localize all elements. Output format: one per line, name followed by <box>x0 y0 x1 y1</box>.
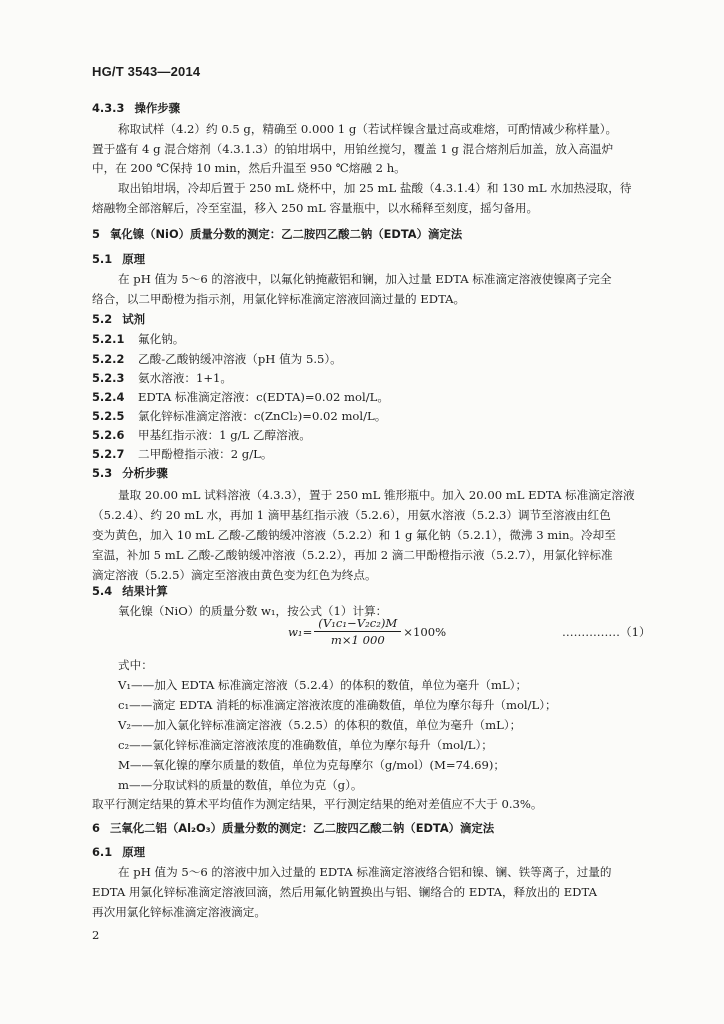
paragraph-line: 再次用氯化锌标准滴定溶液滴定。 <box>92 905 266 919</box>
reagent-text: 氨水溶液：1+1。 <box>138 371 233 385</box>
reagent-number: 5.2.5 <box>92 409 125 423</box>
paragraph-line: 变为黄色，加入 10 mL 乙酸-乙酸钠缓冲溶液（5.2.2）和 1 g 氟化钠（5.2.1），微沸 3 min。冷却至 <box>92 528 616 542</box>
formula-numerator: (V₁c₁−V₂c₂)M <box>314 616 401 632</box>
formula-fraction <box>314 616 401 647</box>
standard-code-header: HG/T 3543—2014 <box>92 64 201 79</box>
paragraph-line: 滴定溶液（5.2.5）滴定至溶液由黄色变为红色为终点。 <box>92 568 377 582</box>
paragraph-line: 络合，以二甲酚橙为指示剂，用氯化锌标准滴定溶液回滴过量的 EDTA。 <box>92 292 466 306</box>
heading-number: 5.4 <box>92 584 113 598</box>
reagent-item <box>92 447 272 461</box>
reagent-item <box>92 352 342 366</box>
paragraph-line: （5.2.4）、约 20 mL 水，再加 1 滴甲基红指示液（5.2.6），用氨水溶液（5.2.3）调节至溶液由红色 <box>92 508 611 522</box>
formula-rhs: ×100% <box>403 624 447 639</box>
heading-5-4 <box>92 584 168 598</box>
paragraph-line: EDTA 用氯化锌标准滴定溶液回滴，然后用氟化钠置换出与铝、镧络合的 EDTA，释放出的 EDTA <box>92 885 597 899</box>
heading-number: 6.1 <box>92 845 113 859</box>
heading-title: 操作步骤 <box>134 101 181 115</box>
reagent-item <box>92 371 232 385</box>
where-label: 式中： <box>118 658 153 672</box>
reagent-number: 5.2.6 <box>92 428 125 442</box>
variable-definition: c₂——氯化锌标准滴定溶液浓度的准确数值，单位为摩尔每升（mol/L）； <box>118 738 493 752</box>
heading-title: 结果计算 <box>122 584 168 598</box>
heading-title: 原理 <box>122 845 145 859</box>
heading-5-2 <box>92 312 145 326</box>
reagent-text: EDTA 标准滴定溶液：c(EDTA)=0.02 mol/L。 <box>138 390 389 404</box>
reagent-text: 甲基红指示液：1 g/L 乙醇溶液。 <box>138 428 311 442</box>
reagent-number: 5.2.4 <box>92 390 125 404</box>
heading-number: 5.1 <box>92 252 113 266</box>
paragraph-line: 称取试样（4.2）约 0.5 g，精确至 0.000 1 g（若试样镍含量过高或难熔，可酌情减少称样量）。 <box>118 122 618 136</box>
paragraph-line: 室温，补加 5 mL 乙酸-乙酸钠缓冲溶液（5.2.2），再加 2 滴二甲酚橙指示液（5.2.7），用氯化锌标准 <box>92 548 613 562</box>
heading-4-3-3 <box>92 101 180 115</box>
page-number: 2 <box>92 928 100 942</box>
section-5-heading <box>92 227 462 241</box>
heading-title: 试剂 <box>122 312 145 326</box>
section-number: 6 <box>92 821 100 835</box>
reagent-item <box>92 409 386 423</box>
reagent-number: 5.2.1 <box>92 332 125 346</box>
equation-number: ……………（1） <box>562 625 651 639</box>
reagent-text: 氟化钠。 <box>138 332 185 346</box>
heading-title: 原理 <box>122 252 145 266</box>
heading-5-1 <box>92 252 145 266</box>
variable-definition: c₁——滴定 EDTA 消耗的标准滴定溶液浓度的准确数值，单位为摩尔每升（mol/L）； <box>118 698 557 712</box>
paragraph-line: 熔融物全部溶解后，冷至室温，移入 250 mL 容量瓶中，以水稀释至刻度，摇匀备用。 <box>92 201 539 215</box>
reagent-item <box>92 390 389 404</box>
section-6-heading <box>92 821 494 835</box>
variable-definition: M——氧化镍的摩尔质量的数值，单位为克每摩尔（g/mol）(M=74.69)； <box>118 758 505 772</box>
variable-definition: V₂——加入氯化锌标准滴定溶液（5.2.5）的体积的数值，单位为毫升（mL）； <box>118 718 522 732</box>
reagent-number: 5.2.3 <box>92 371 125 385</box>
heading-5-3 <box>92 466 168 480</box>
reagent-number: 5.2.7 <box>92 447 125 461</box>
heading-6-1 <box>92 845 145 859</box>
reagent-text: 二甲酚橙指示液：2 g/L。 <box>138 447 273 461</box>
heading-number: 4.3.3 <box>92 101 125 115</box>
reagent-text: 氯化锌标准滴定溶液：c(ZnCl₂)=0.02 mol/L。 <box>138 409 387 423</box>
paragraph-line: 量取 20.00 mL 试料溶液（4.3.3），置于 250 mL 锥形瓶中。加入 20.00 mL EDTA 标准滴定溶液 <box>118 488 635 502</box>
paragraph-line: 中，在 200 ℃保持 10 min，然后升温至 950 ℃熔融 2 h。 <box>92 161 406 175</box>
formula-denominator: m×1 000 <box>330 633 385 647</box>
paragraph-line: 置于盛有 4 g 混合熔剂（4.3.1.3）的铂坩埚中，用铂丝搅匀，覆盖 1 g 混合熔剂后加盖，放入高温炉 <box>92 142 614 156</box>
variable-definition: V₁——加入 EDTA 标准滴定溶液（5.2.4）的体积的数值，单位为毫升（mL）； <box>118 678 528 692</box>
paragraph-line: 在 pH 值为 5～6 的溶液中，以氟化钠掩蔽铝和镧，加入过量 EDTA 标准滴定溶液使镍离子完全 <box>118 272 612 286</box>
reagent-text: 乙酸-乙酸钠缓冲溶液（pH 值为 5.5）。 <box>138 352 342 366</box>
formula-1 <box>288 616 446 647</box>
formula-lhs: w₁= <box>288 624 313 639</box>
paragraph-line: 在 pH 值为 5～6 的溶液中加入过量的 EDTA 标准滴定溶液络合铝和镍、镧、铁等离子，过量的 <box>118 865 612 879</box>
paragraph-line: 取出铂坩埚，冷却后置于 250 mL 烧杯中，加 25 mL 盐酸（4.3.1.4）和 130 mL 水加热浸取，待 <box>118 181 632 195</box>
section-number: 5 <box>92 227 100 241</box>
section-title: 氧化镍（NiO）质量分数的测定：乙二胺四乙酸二钠（EDTA）滴定法 <box>109 227 463 241</box>
reagent-item <box>92 428 311 442</box>
heading-title: 分析步骤 <box>122 466 168 480</box>
reagent-number: 5.2.2 <box>92 352 125 366</box>
section-title: 三氧化二铝（Al₂O₃）质量分数的测定：乙二胺四乙酸二钠（EDTA）滴定法 <box>109 821 495 835</box>
variable-definition: m——分取试料的质量的数值，单位为克（g）。 <box>118 778 363 792</box>
paragraph-line: 氧化镍（NiO）的质量分数 w₁，按公式（1）计算： <box>118 604 388 618</box>
heading-number: 5.3 <box>92 466 113 480</box>
reagent-item <box>92 332 184 346</box>
heading-number: 5.2 <box>92 312 113 326</box>
result-note: 取平行测定结果的算术平均值作为测定结果，平行测定结果的绝对差值应不大于 0.3%。 <box>92 797 543 811</box>
